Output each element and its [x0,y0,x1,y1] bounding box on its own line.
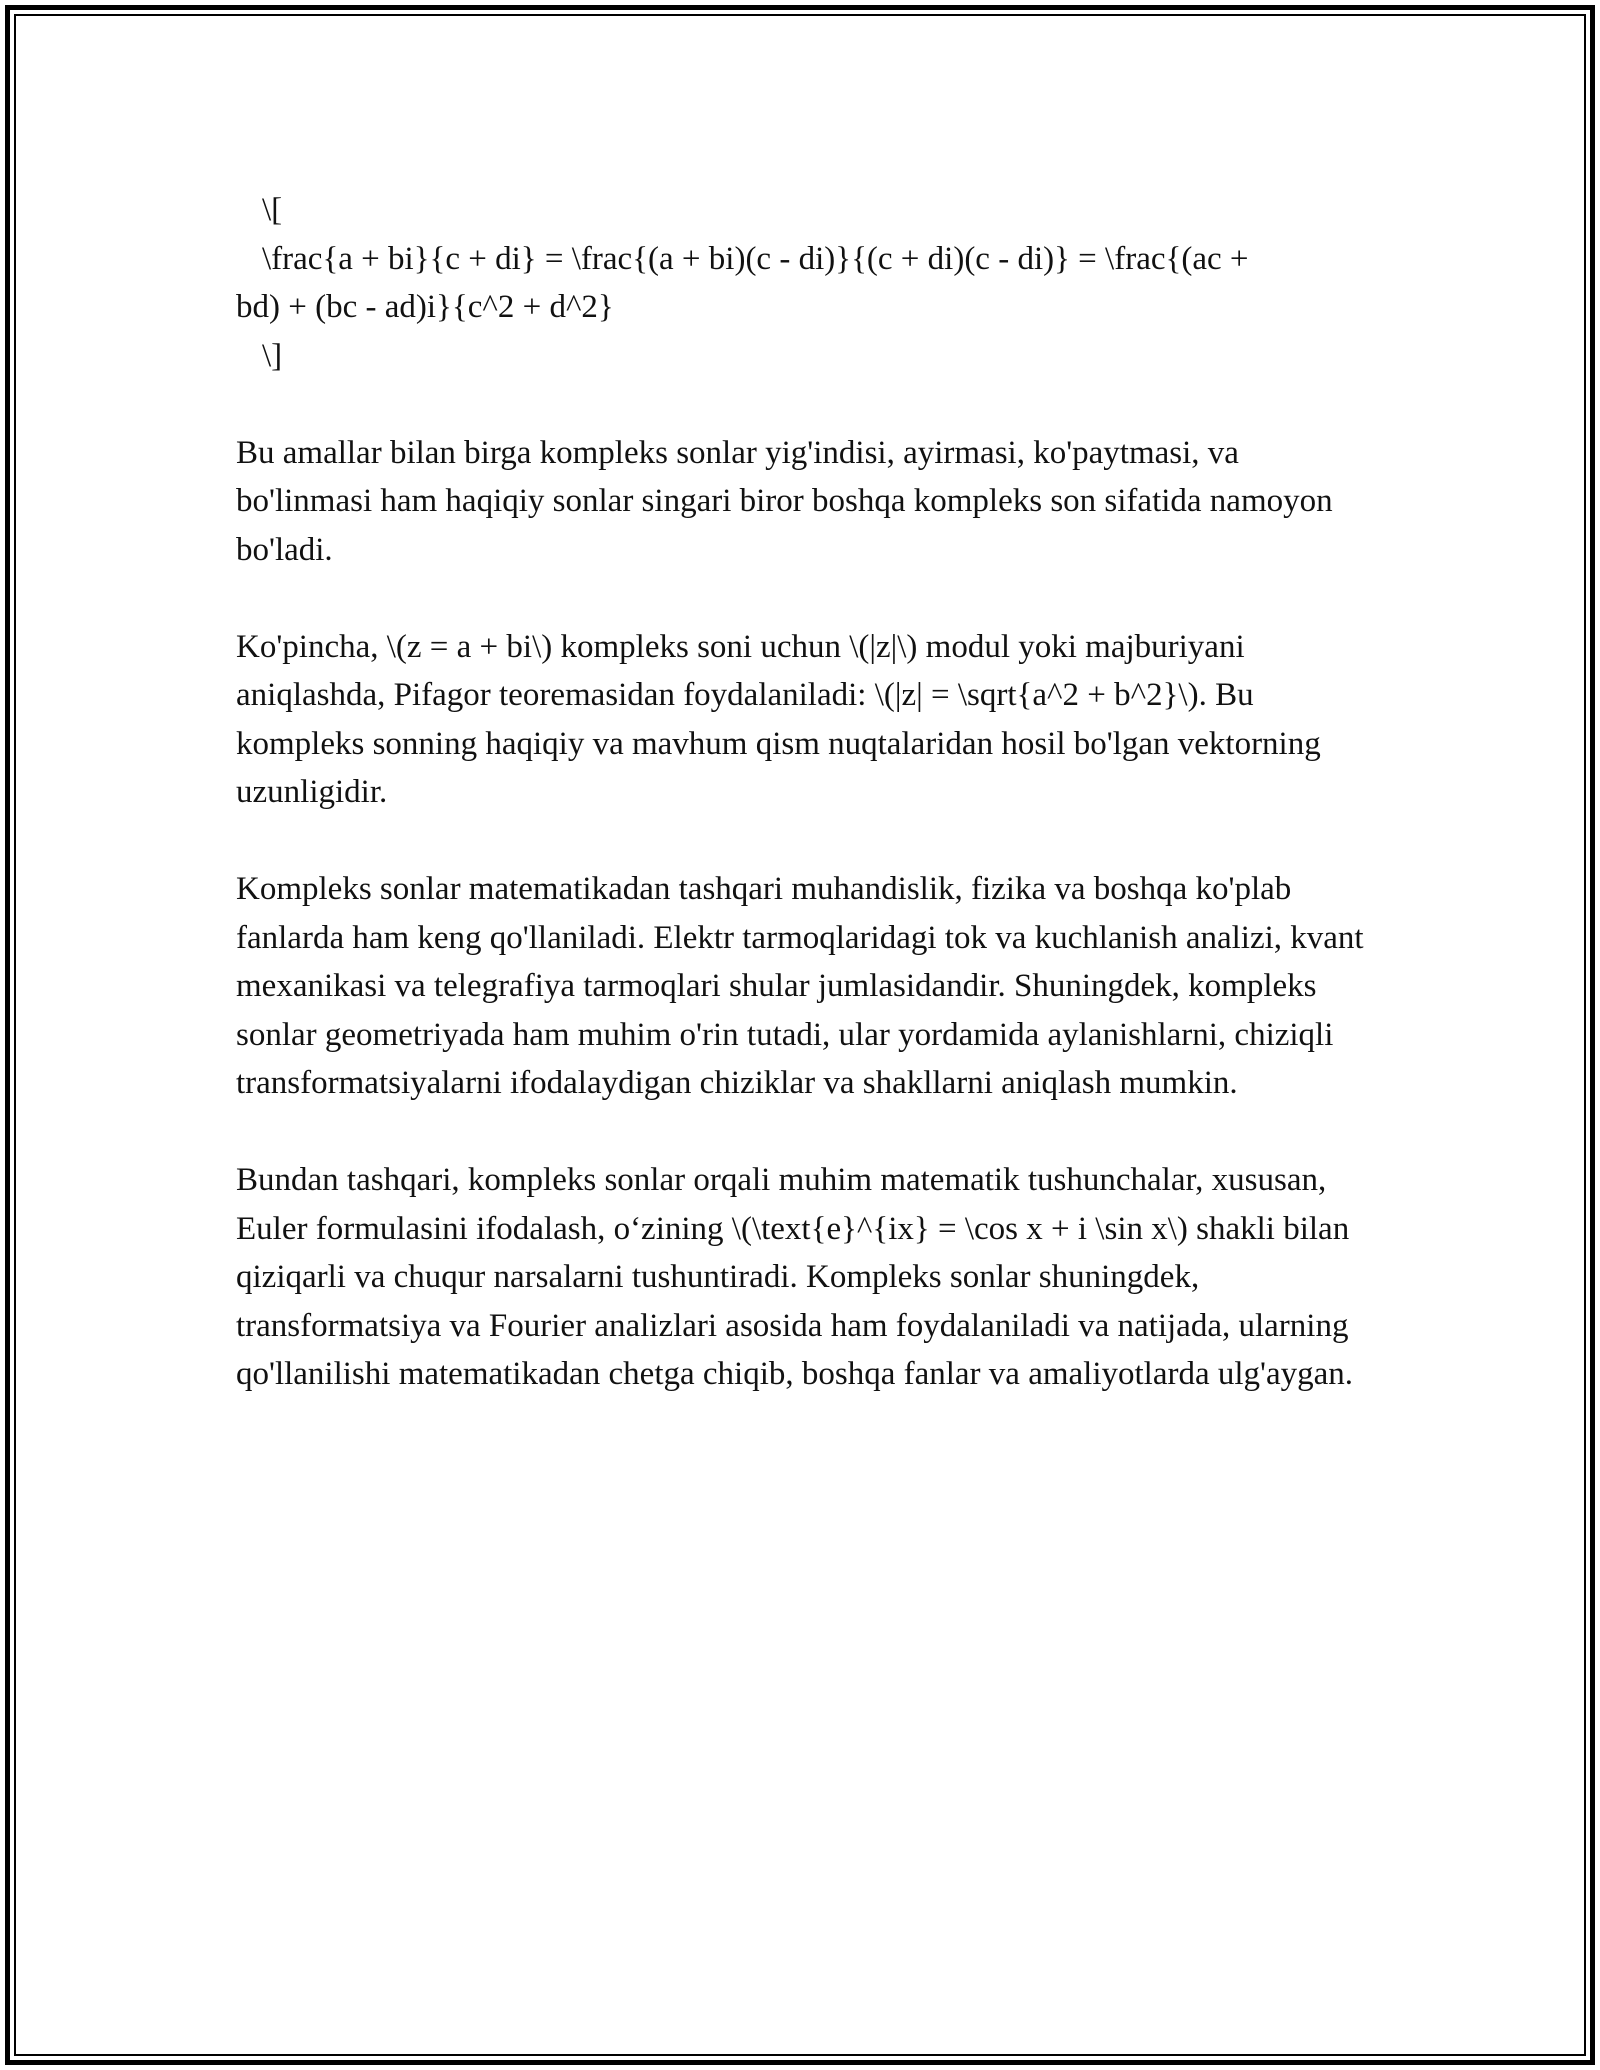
paragraph-applications: Kompleks sonlar matematikadan tashqari muhandislik, fizika va boshqa ko'plab fanlarda ham keng qo'llaniladi. Elektr tarmoqlaridagi tok va kuchlanish analizi, kvant mexanikasi va telegrafiya tarmoqlari shular jumlasidandir. Shuningdek, kompleks sonlar geometriyada ham muhim o'rin tutadi, ular yordamida aylanishlarni, chiziqli transformatsiyalarni ifodalaydigan chiziklar va shakllarni aniqlash mumkin. [236,871,1364,1101]
paragraph-modulus: Ko'pincha, \(z = a + bi\) kompleks soni uchun \(|z|\) modul yoki majburiyani aniqlashda, Pifagor teoremasidan foydalaniladi: \(|z| = \sqrt{a^2 + b^2}\). Bu kompleks sonning haqiqiy va mavhum qism nuqtalaridan hosil bo'lgan vektorning uzunligidir. [236,628,1321,810]
equation-close-delimiter: \] [262,337,283,374]
paragraph-operations: Bu amallar bilan birga kompleks sonlar yig'indisi, ayirmasi, ko'paytmasi, va bo'linmasi ham haqiqiy sonlar singari biror boshqa kompleks son sifatida namoyon bo'ladi. [236,434,1333,568]
paragraph-euler: Bundan tashqari, kompleks sonlar orqali muhim matematik tushunchalar, xususan, Euler formulasini ifodalash, o‘zining \(\text{e}^{ix} = \cos x + i \sin x\) shakli bilan qiziqarli va chuqur narsalarni tushuntiradi. Kompleks sonlar shuningdek, transformatsiya va Fourier analizlari asosida ham foydalaniladi va natijada, ularning qo'llanilishi matematikadan chetga chiqib, boshqa fanlar va amaliyotlarda ulg'aygan. [236,1162,1354,1392]
equation-open-delimiter: \[ [262,192,283,228]
equation-line-1: \frac{a + bi}{c + di} = \frac{(a + bi)(c - di)}{(c + di)(c - di)} = \frac{(ac + [262,240,1249,277]
document-body [236,186,1366,1447]
display-equation [236,186,1366,380]
equation-line-2: bd) + (bc - ad)i}{c^2 + d^2} [236,289,614,325]
